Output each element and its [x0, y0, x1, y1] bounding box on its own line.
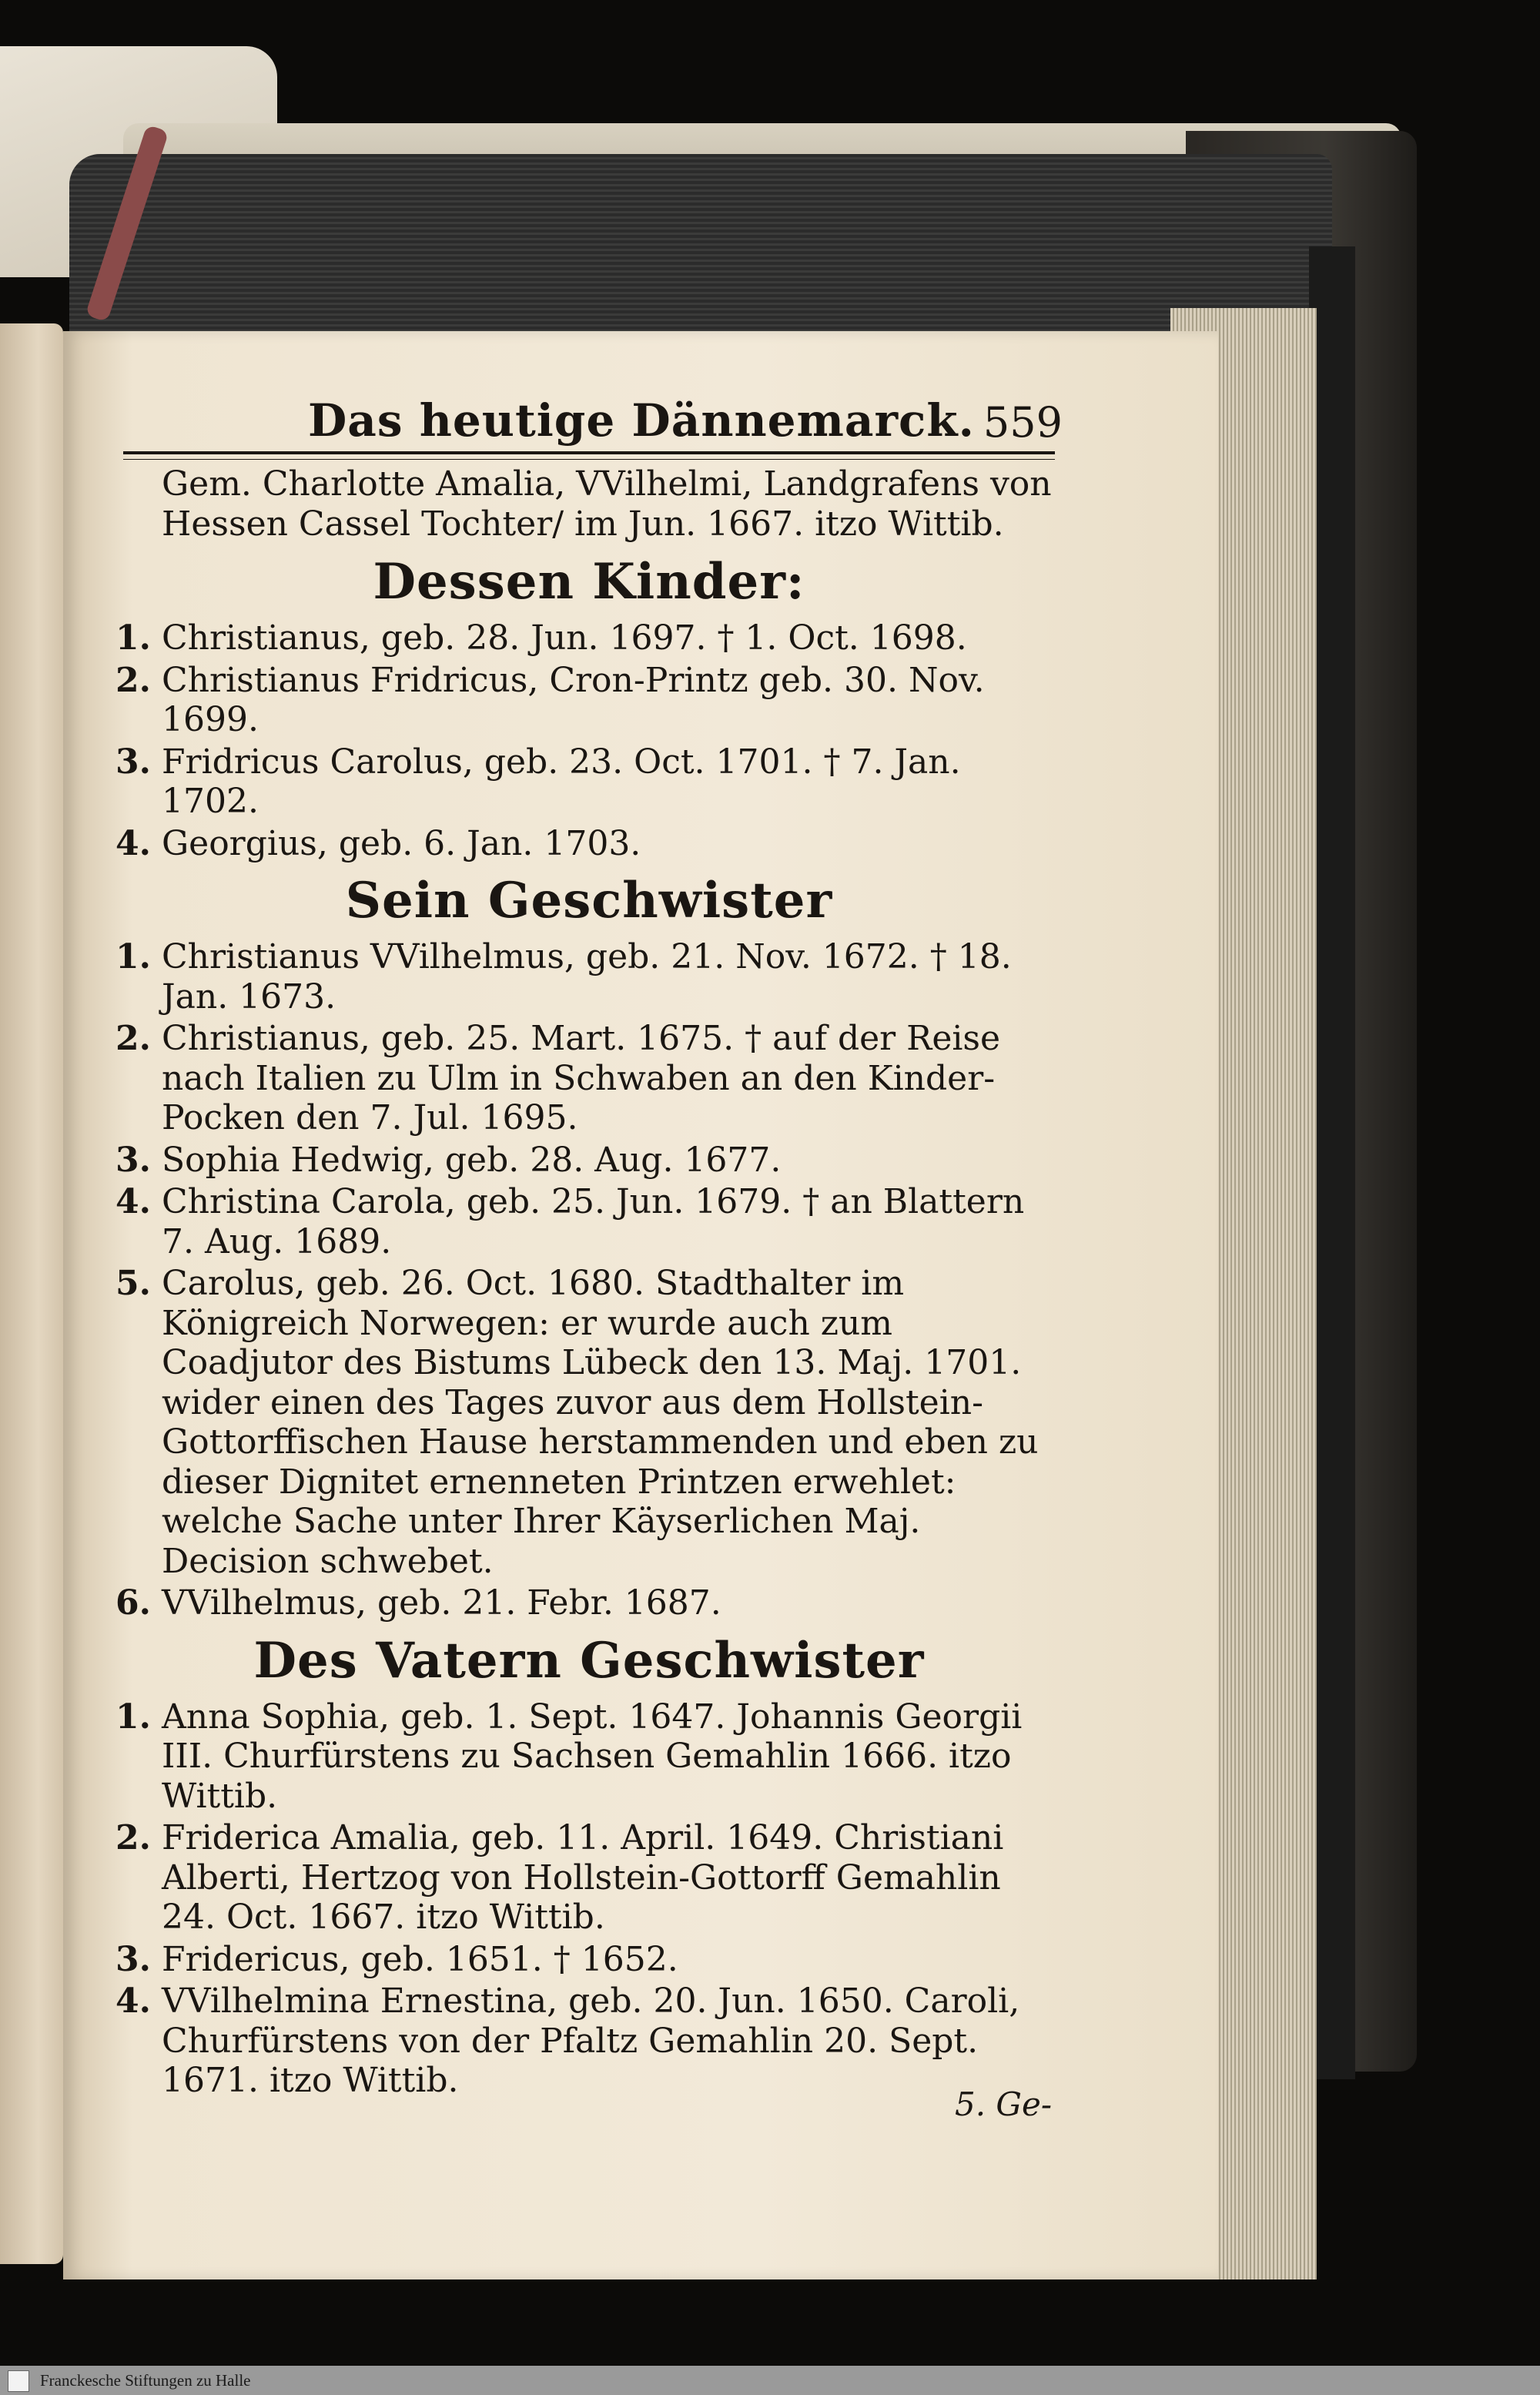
list-item [116, 824, 1063, 864]
entry-number: 1. [116, 618, 151, 658]
list-item [116, 661, 1063, 740]
entry-number: 6. [116, 1583, 151, 1623]
entry-text: Christina Carola, geb. 25. Jun. 1679. † an Blattern 7. Aug. 1689. [162, 1182, 1025, 1261]
list-item [116, 1141, 1063, 1181]
section-heading: Dessen Kinder: [373, 553, 805, 611]
section-heading: Des Vatern Geschwister [253, 1631, 925, 1690]
list-item [116, 1264, 1063, 1581]
entry-text: Christianus Fridricus, Cron-Printz geb. 30. Nov. 1699. [162, 660, 985, 739]
entry-text: Sophia Hedwig, geb. 28. Aug. 1677. [162, 1140, 782, 1180]
entry-number: 2. [116, 1019, 151, 1058]
list-item [116, 1818, 1063, 1938]
list-item [116, 1697, 1063, 1817]
entry-number: 4. [116, 823, 151, 863]
header-rule [123, 451, 1055, 460]
page-number: 559 [983, 398, 1063, 447]
entry-text: VVilhelmus, geb. 21. Febr. 1687. [162, 1583, 721, 1623]
entry-list [116, 937, 1063, 1623]
entry-number: 2. [116, 1818, 151, 1857]
catchword: 5. Ge- [955, 2085, 1053, 2123]
institution-name: Franckesche Stiftungen zu Halle [40, 2371, 251, 2390]
entry-number: 2. [116, 660, 151, 700]
section-siblings [116, 868, 1063, 1623]
list-item [116, 937, 1063, 1017]
entry-text: Carolus, geb. 26. Oct. 1680. Stadthalter im Königreich Norwegen: er wurde auch zum Coadjutor des Bistums Lübeck den 13. Maj. 1701. wider einen des Tages zuvor aus dem Hollstein-Gottorffischen Hause herstammenden und eben zu dieser Dignitet ernenneten Printzen erwehlet: welche Sache unter Ihrer Käyserlichen Maj. Decision schwebet. [162, 1264, 1039, 1581]
entry-number: 3. [116, 1939, 151, 1979]
section-father-siblings [116, 1628, 1063, 2101]
entry-text: Christianus, geb. 25. Mart. 1675. † auf der Reise nach Italien zu Ulm in Schwaben an den Kinder-Pocken den 7. Jul. 1695. [162, 1019, 1001, 1137]
entry-number: 1. [116, 1697, 151, 1737]
section-heading: Sein Geschwister [345, 872, 833, 930]
entry-text: Fridricus Carolus, geb. 23. Oct. 1701. † 7. Jan. 1702. [162, 742, 961, 821]
page-content [116, 377, 1063, 2103]
section-children [116, 549, 1063, 863]
entry-number: 4. [116, 1981, 151, 2021]
entry-text: Christianus, geb. 28. Jun. 1697. † 1. Oct. 1698. [162, 618, 967, 658]
entry-text: Friderica Amalia, geb. 11. April. 1649. Christiani Alberti, Hertzog von Hollstein-Gottorff Gemahlin 24. Oct. 1667. itzo Wittib. [162, 1818, 1004, 1937]
entry-number: 4. [116, 1182, 151, 1221]
entry-text: Christianus VVilhelmus, geb. 21. Nov. 1672. † 18. Jan. 1673. [162, 937, 1012, 1017]
institution-logo-icon [8, 2370, 29, 2392]
page-block-top-edge [69, 154, 1332, 339]
list-item [116, 1583, 1063, 1623]
list-item [116, 1940, 1063, 1980]
entry-number: 5. [116, 1264, 151, 1303]
entry-text: Anna Sophia, geb. 1. Sept. 1647. Johannis Georgii III. Churfürstens zu Sachsen Gemahlin 1666. itzo Wittib. [162, 1697, 1023, 1816]
entry-number: 1. [116, 937, 151, 976]
list-item [116, 1182, 1063, 1261]
intro-paragraph: Gem. Charlotte Amalia, VVilhelmi, Landgrafens von Hessen Cassel Tochter/ im Jun. 1667. itzo Wittib. [162, 464, 1052, 544]
list-item [116, 1019, 1063, 1138]
entry-number: 3. [116, 1140, 151, 1180]
entry-text: Georgius, geb. 6. Jan. 1703. [162, 823, 641, 863]
entry-list [116, 1697, 1063, 2101]
left-page-edge [0, 323, 63, 2264]
running-title: Das heutige Dännemarck. [308, 394, 975, 447]
running-head [308, 377, 1063, 447]
list-item [116, 1981, 1063, 2101]
entry-text: VVilhelmina Ernestina, geb. 20. Jun. 1650. Caroli, Churfürstens von der Pfaltz Gemahlin 20. Sept. 1671. itzo Wittib. [162, 1981, 1020, 2100]
list-item [116, 742, 1063, 822]
entry-text: Fridericus, geb. 1651. † 1652. [162, 1939, 678, 1979]
entry-number: 3. [116, 742, 151, 782]
entry-list [116, 618, 1063, 863]
list-item [116, 618, 1063, 658]
